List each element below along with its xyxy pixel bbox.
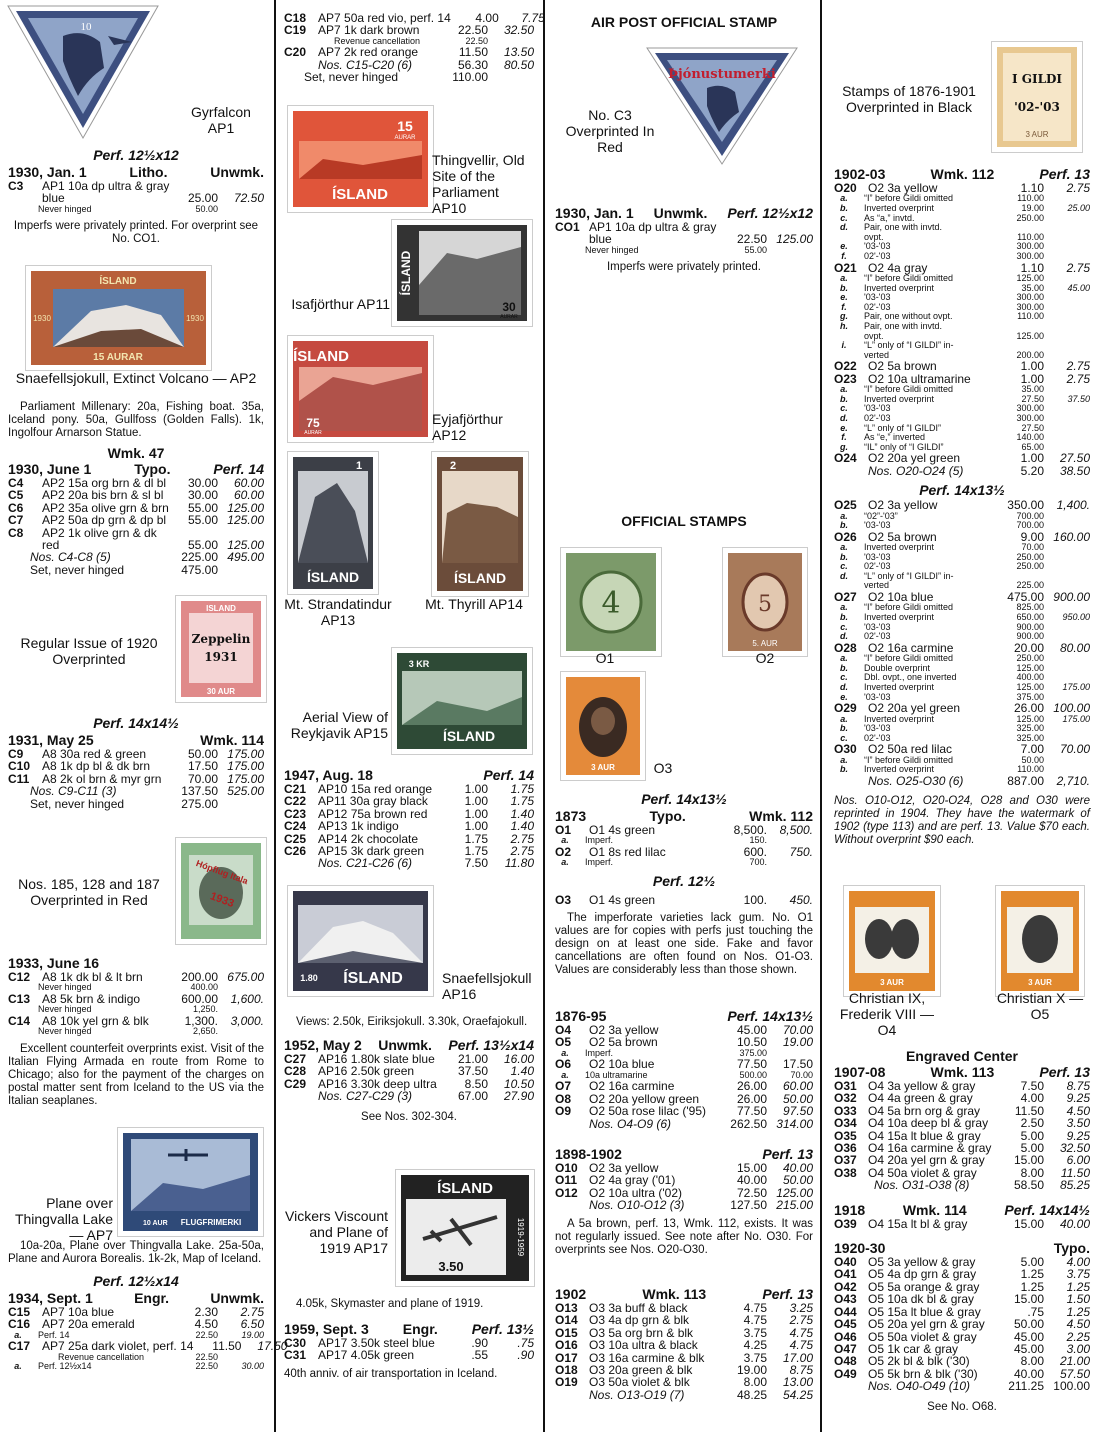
listing-row: O5 O2 5a brown 10.50 19.00 [555, 1035, 813, 1050]
listing-row: O23 O2 10a ultramarine 1.00 2.75 [834, 371, 1090, 386]
ap1-value: 10 [80, 21, 92, 33]
listing-row: C13 A8 5k brn & indigo 600.00 1,600. [8, 992, 264, 1006]
sub-row: e. '03-'03 300.00 [840, 292, 1044, 303]
column-4 [834, 0, 1090, 1432]
sub-row: Never hinged 50.00 [38, 203, 218, 214]
never-hinged-row: Never hinged 2,650. [38, 1026, 218, 1037]
sub-row: a. “I” before Gildi omitted 250.00 [840, 653, 1044, 664]
sub-row: f. 02'-'03 300.00 [841, 301, 1044, 312]
sub-row: e. '03-'03 300.00 [840, 241, 1044, 252]
total-row: Nos. O31-O38 (8) 58.50 85.25 [874, 1178, 1090, 1193]
issue-header: 1930, Jan. 1 Litho. Unwmk. [8, 164, 264, 180]
svg-text:1930: 1930 [186, 314, 204, 323]
o31-block: Engraved Center 1907-08 Wmk. 113 Perf. 13 O31 O4 3a yellow & gray 7.50 8.75 O32 O4 4a green & gray 4.00 9.25 O33 O4 5a brn org & gray 11.50 4.50 O34 O4 10a deep bl & gray 2.50 3.50 O35 O4 15a lt blue & gray 5.00 9.25 O36 O4 16a carmine & gray 5.00 32.50 O37 O4 20a yel grn & gray 15.00 6.00 O38 O4 50a violet & gray 8.00 11.50 Nos. O31-O38 (8) 58.50 85.25 1918 Wmk. 114 Perf. 14x14½ O39 O4 15a lt bl & gray 15.00 40.00 1920-30 Typo. O40 O5 3a yellow & gray 5.00 4.00 O41 O5 4a dp grn & gray 1.25 3.75 O42 O5 5a orange & gray 1.25 1.25 O43 O5 10a dk bl & gray 15.00 1.50 O44 O5 15a lt blue & gray .75 1.25 O45 O5 20a yel grn & gray 50.00 4.50 O46 O5 50a violet & gray 45.00 2.25 O47 O5 1k car & gray 45.00 3.00 O48 O5 2k bl & blk ('30) 8.00 21.00 O49 O5 5k brn & blk ('30) 40.00 57.50 Nos. O40-O49 (10) 211.25 100.00 See No. O68. [834, 1048, 1090, 1413]
listing-row: O32 O4 4a green & gray 4.00 9.25 [834, 1091, 1090, 1106]
svg-text:5: 5 [758, 592, 772, 617]
sub-row: a. Imperf. 700. [561, 857, 767, 868]
stamp-ap13-strandatindur [288, 452, 378, 594]
listing-row: C10 A8 1k dp bl & dk brn 17.50 175.00 [8, 759, 264, 774]
svg-text:15 AURAR: 15 AURAR [93, 352, 143, 363]
listing-row: O15 O3 5a org brn & blk 3.75 4.75 [555, 1325, 813, 1340]
listing-row: C7 AP2 50a dp grn & dp bl 55.00 125.00 [8, 513, 264, 528]
zeppelin-caption: Regular Issue of 1920 Overprinted [20, 635, 158, 667]
ap14-caption: Mt. Thyrill AP14 [425, 596, 523, 612]
ap15-caption: Aerial View of Reykjavik AP15 [290, 709, 388, 741]
sub-row: c. 02'-'03 250.00 [840, 561, 1044, 572]
svg-text:ÍSLAND: ÍSLAND [99, 276, 137, 287]
c18-block [284, 11, 545, 85]
svg-text:1: 1 [355, 460, 363, 472]
stamp-ap7-thingvalla [118, 1128, 263, 1236]
svg-text:3 AUR: 3 AUR [1028, 978, 1052, 987]
sub-row: g. “IL” only of “I GILDI” 65.00 [840, 441, 1044, 452]
sub-row: a. Inverted overprint 125.00 175.00 [840, 713, 1090, 724]
svg-text:3.50: 3.50 [438, 1259, 464, 1274]
sub-row: d. Pair, one with invtd. [840, 222, 943, 233]
listing-row: O6 O2 10a blue 77.50 17.50 [555, 1057, 813, 1072]
listing-row: O45 O5 20a yel grn & gray 50.00 4.50 [834, 1317, 1090, 1332]
listing-row: C30 AP17 3.50k steel blue .90 .75 [284, 1336, 534, 1350]
listing-row: O39 O4 15a lt bl & gray 15.00 40.00 [834, 1216, 1090, 1231]
listing-row: O3 O1 4s green 100. 450. [555, 893, 813, 907]
listing-row: C31 AP17 4.05k green .55 .90 [284, 1348, 534, 1363]
stamp-ap12-eyjafjorthur [288, 336, 433, 442]
total-row: Nos. O20-O24 (5) 5.20 38.50 [868, 463, 1090, 478]
svg-text:ÍSLAND: ÍSLAND [437, 1180, 493, 1197]
listing-row: C17 AP7 25a dark violet, perf. 14 11.50 17.50 [8, 1339, 288, 1354]
sub-row: a. “I” before Gildi omitted 825.00 [840, 602, 1044, 613]
svg-text:2: 2 [449, 460, 457, 472]
svg-text:ÍSLAND: ÍSLAND [306, 569, 360, 585]
stamp-ap10-thingvellir [288, 106, 433, 212]
o20-block: 1902-03 Wmk. 112 Perf. 13 O20 O2 3a yellow 1.10 2.75 a. “I” before Gildi omitted 110.00 b. Inverted overprint 19.00 25.00 c. As “a,” invtd. 250.00 d. Pair, one with invtd. ovpt. 110.00 e. '03-'03 300.00 f. 02'-'03 300.00 O21 O2 4a gray 1.10 2.75 a. “I” before Gildi omitted 125.00 b. Inverted overprint 35.00 45.00 e. '03-'03 300.00 f. 02'-'03 300.00 g. Pair, one without ovpt. 110.00 h. Pair, one with invtd. ovpt. 125.00 i. “L” only of “I GILDI” in- verted 200.00 O22 O2 5a brown 1.00 2.75 O23 O2 10a ultramarine 1.00 2.75 a. “I” before Gildi omitted 35.00 b. Inverted overprint 27.50 37.50 c. '03-'03 300.00 d. 02'-'03 300.00 e. “L” only of “I GILDI” 27.50 f. As “e,” inverted 140.00 g. “IL” only of “I GILDI” 65.00 O24 O2 20a yel green 1.00 27.50 Nos. O20-O24 (5) 5.20 38.50 Perf. 14x13½ O25 O2 3a yellow 350.00 1,400. a. “02”-'03” 700.00 b. '03-'03 700.00 O26 O2 5a brown 9.00 160.00 a. Inverted overprint 70.00 b. '03-'03 250.00 c. 02'-'03 250.00 d. “L” only of “I GILDI” in- verted 225.00 O27 O2 10a blue 475.00 900.00 a. “I” before Gildi omitted 825.00 b. Inverted overprint 650.00 950.00 c. '03-'03 900.00 d. 02'-'03 900.00 O28 O2 16a carmine 20.00 80.00 a. “I” before Gildi omitted 250.00 b. Double overprint 125.00 c. Dbl. ovpt., one inverted 400.00 d. Inverted overprint 125.00 175.00 e. '03-'03 375.00 O29 O2 20a yel green 26.00 100.00 a. Inverted overprint 125.00 175.00 b. '03-'03 325.00 c. 02'-'03 325.00 O30 O2 50a red lilac 7.00 70.00 a. “I” before Gildi omitted 50.00 b. Inverted overprint 110.00 Nos. O25-O30 (6) 887.00 2,710. Nos. O10-O12, O20-O24, O28 and O30 were reprinted in 1904. They have the watermark of 1902 (type 113) and are perf. 13. Value $70 each. Without overprint $90 each. [834, 166, 1090, 847]
listing-row: O13 O3 3a buff & black 4.75 3.25 [555, 1301, 813, 1315]
official-stamps-title: OFFICIAL STAMPS [621, 513, 747, 529]
svg-text:ÍSLAND: ÍSLAND [343, 970, 403, 987]
listing-row: O20 O2 3a yellow 1.10 2.75 [834, 181, 1090, 195]
ap7-caption: Plane over Thingvalla Lake — AP7 [14, 1195, 113, 1243]
never-hinged-row: Never hinged 400.00 [38, 982, 218, 993]
svg-text:3 AUR: 3 AUR [591, 763, 615, 772]
listing-row: O19 O3 50a violet & blk 8.00 13.00 [555, 1375, 813, 1390]
stamp-ap1-gyrfalcon [8, 6, 158, 138]
listing-row: C20 AP7 2k red orange 11.50 13.50 [284, 45, 534, 60]
sub-row: e. “L” only of “I GILDI” 27.50 [840, 422, 1044, 433]
note-text: 4.05k, Skymaster and plane of 1919. [296, 1298, 484, 1310]
listing-row: O7 O2 16a carmine 26.00 60.00 [555, 1079, 813, 1094]
svg-text:10 AUR: 10 AUR [143, 1220, 168, 1227]
total-row: Nos. O13-O19 (7) 48.25 54.25 [589, 1387, 813, 1402]
ap1-caption: Gyrfalcon AP1 [191, 104, 251, 136]
sub-row: a. 10a ultramarine 500.00 70.00 [561, 1069, 813, 1080]
sub-row: b. Inverted overprint 27.50 37.50 [840, 393, 1090, 404]
never-hinged-row: Never hinged 1,250. [38, 1004, 218, 1015]
svg-text:'02-'03: '02-'03 [1014, 100, 1060, 114]
ovpt-caption: Stamps of 1876-1901 Overprinted in Black [842, 83, 976, 115]
svg-text:ÍSLAND: ÍSLAND [453, 570, 507, 586]
stamp-ap11-isafjorthur [392, 220, 532, 326]
sub-row: g. Pair, one without ovpt. 110.00 [840, 311, 1044, 322]
c4-block: Parliament Millenary: 20a, Fishing boat. 35a, Iceland pony. 50a, Gullfoss (Golden Falls). 1k, Ingolfour Arnarson Statue. Wmk. 47 1930, June 1 Typo. Perf. 14 C4 AP2 15a org brn & dl bl 30.00 60.00 C5 AP2 20a bis brn & sl bl 30.00 60.00 C6 AP2 35a olive grn & brn 55.00 125.00 C7 AP2 50a dp grn & dp bl 55.00 125.00 C8 AP2 1k olive grn & dk red 55.00 125.00 Nos. C4-C8 (5) 225.00 495.00 Set, never hinged 475.00 [8, 401, 264, 577]
column-divider [543, 0, 545, 1432]
stamp-o2 [723, 548, 807, 656]
column-2 [284, 0, 545, 1432]
sub-row: verted 200.00 [864, 349, 1044, 360]
listing-row: C21 AP10 15a red orange 1.00 1.75 [284, 782, 534, 796]
listing-row: O4 O2 3a yellow 45.00 70.00 [555, 1023, 813, 1037]
sub-row: d. Inverted overprint 125.00 175.00 [840, 682, 1090, 693]
note-text: 10a-20a, Plane over Thingvalla Lake. 25a-50a, Plane and Aurora Borealis. 1k-2k, Map of Iceland. [8, 1240, 264, 1265]
stamp-o5 [996, 886, 1084, 996]
svg-text:AURAR: AURAR [394, 135, 416, 141]
stamp-ap16-snaefellsjokull [288, 886, 433, 996]
hopflug-caption: Nos. 185, 128 and 187 Overprinted in Red [18, 876, 160, 908]
o10-block: 1898-1902 Perf. 13 O10 O2 3a yellow 15.00 40.00 O11 O2 4a gray ('01) 40.00 50.00 O12 O2 10a ultra ('02) 72.50 125.00 Nos. O10-O12 (3) 127.50 215.00 A 5a brown, perf. 13, Wmk. 112, exists. It was not regularly issued. See note after No. O30. For overprints see Nos. O20-O30. [555, 1146, 813, 1256]
sub-row: a. Perf. 14 22.50 19.00 [14, 1329, 264, 1340]
listing-row: O41 O5 4a dp grn & gray 1.25 3.75 [834, 1267, 1090, 1282]
o1-block: Perf. 14x13½ 1873 Typo. Wmk. 112 O1 O1 4s green 8,500. 8,500. a. Imperf. 150. O2 O1 8s red lilac 600. 750. a. Imperf. 700. Perf. 12½ O3 O1 4s green 100. 450. The imperforate varieties lack gum. No. O1 values are for copies with perfs just touching the design on at least one side. Fake and favor cancellations are often found on Nos. O1-O3. Values are considerably less than those shown. [555, 791, 813, 977]
listing-row: O38 O4 50a violet & gray 8.00 11.50 [834, 1165, 1090, 1180]
svg-text:Zeppelin: Zeppelin [191, 632, 251, 646]
sub-row: b. Inverted overprint 35.00 45.00 [840, 282, 1090, 293]
sub-row: c. As “a,” invtd. 250.00 [840, 212, 1044, 223]
c12-block: 1933, June 16 C12 A8 1k dk bl & lt brn 200.00 675.00 Never hinged 400.00 C13 A8 5k brn & indigo 600.00 1,600. Never hinged 1,250. C14 A8 10k yel grn & blk 1,300. 3,000. Never hinged 2,650. Excellent counterfeit overprints exist. Visit of the Italian Flying Armada en route from Rome to Chicago; also for the payment of the charges on postal matter sent from Iceland to the US via the Italian seaplanes. [8, 955, 264, 1107]
listing-row: O35 O4 15a lt blue & gray 5.00 9.25 [834, 1128, 1090, 1143]
svg-text:3 AUR: 3 AUR [880, 978, 904, 987]
svg-text:75: 75 [306, 416, 320, 430]
listing-row: O1 O1 4s green 8,500. 8,500. [555, 823, 813, 837]
sub-row: b. '03-'03 250.00 [840, 551, 1044, 562]
total-row: Nos. C21-C26 (6) 7.50 11.80 [318, 856, 534, 871]
stamp-o1 [561, 548, 661, 656]
listing-row: C11 A8 2k ol brn & myr grn 70.00 175.00 [8, 771, 264, 786]
svg-text:3 AUR: 3 AUR [1025, 130, 1049, 139]
listing-row: O25 O2 3a yellow 350.00 1,400. [834, 498, 1090, 513]
sub-row: a. Imperf. 150. [561, 835, 767, 846]
sub-row: ovpt. 125.00 [864, 330, 1044, 341]
stamp-ap2-snaefellsjokull [26, 266, 211, 370]
svg-text:Hópflug Itala: Hópflug Itala [194, 858, 250, 887]
sub-row: c. '03-'03 300.00 [840, 403, 1044, 414]
listing-row: O16 O3 10a ultra & black 4.25 4.75 [555, 1338, 813, 1353]
ap16-caption: Snaefellsjokull AP16 [442, 970, 532, 1002]
svg-text:AURAR: AURAR [304, 430, 322, 436]
total-row: Nos. C4-C8 (5) 225.00 495.00 [30, 550, 264, 565]
c15-block: 10a-20a, Plane over Thingvalla Lake. 25a-50a, Plane and Aurora Borealis. 1k-2k, Map of Iceland. Perf. 12½x14 1934, Sept. 1 Engr. Unwmk. C15 AP7 10a blue 2.30 2.75 C16 AP7 20a emerald 4.50 6.50 a. Perf. 14 22.50 19.00 C17 AP7 25a dark violet, perf. 14 11.50 17.50 Revenue cancellation 22.50 a. Perf. 12½x14 22.50 30.00 [8, 1240, 288, 1372]
svg-text:4: 4 [601, 586, 621, 621]
listing-row: C15 AP7 10a blue 2.30 2.75 [8, 1305, 264, 1319]
sub-row: d. 02'-'03 900.00 [840, 631, 1044, 642]
listing-row: C8 AP2 1k olive grn & dk red 55.00 125.00 [8, 525, 264, 553]
sub-row: b. Inverted overprint 19.00 25.00 [840, 203, 1090, 213]
total-row: Nos. C9-C11 (3) 137.50 525.00 [30, 784, 264, 799]
total-row: Nos. O10-O12 (3) 127.50 215.00 [589, 1198, 813, 1213]
note-text: Imperfs were privately printed. [606, 261, 762, 274]
note-text: Imperfs were privately printed. For overprint see No. CO1. [13, 220, 259, 246]
sub-row: e. '03-'03 375.00 [840, 691, 1044, 702]
column-1 [8, 0, 288, 1432]
sub-row: i. “L” only of “I GILDI” in- [841, 340, 954, 351]
stamp-o4 [844, 886, 940, 996]
note-text: Excellent counterfeit overprints exist. Visit of the Italian Flying Armada en route from Rome to Chicago; also for the payment of the charges on postal matter sent from Iceland to the US via the Italian seaplanes. [8, 1043, 264, 1107]
listing-row: O8 O2 20a yellow green 26.00 50.00 [555, 1091, 813, 1106]
ap2-caption: Snaefellsjokull, Extinct Volcano — AP2 [15, 370, 257, 386]
listing-row: C5 AP2 20a bis brn & sl bl 30.00 60.00 [8, 488, 264, 503]
listing-row: C28 AP16 2.50k green 37.50 1.40 [284, 1064, 534, 1079]
sub-row: h. Pair, one with invtd. [840, 320, 943, 331]
listing-row: O14 O3 4a dp grn & blk 4.75 2.75 [555, 1313, 813, 1328]
c9-block: Perf. 14x14½ 1931, May 25 Wmk. 114 C9 A8 30a red & green 50.00 175.00 C10 A8 1k dp bl & dk brn 17.50 175.00 C11 A8 2k ol brn & myr grn 70.00 175.00 Nos. C9-C11 (3) 137.50 525.00 Set, never hinged 275.00 [8, 715, 264, 811]
listing-row: C23 AP12 75a brown red 1.00 1.40 [284, 806, 534, 821]
svg-text:ÍSLAND: ÍSLAND [399, 250, 413, 296]
sub-row: b. '03-'03 325.00 [840, 723, 1044, 734]
total-row: Nos. C15-C20 (6) 56.30 80.50 [318, 57, 534, 72]
listing-row: C12 A8 1k dk bl & lt brn 200.00 675.00 [8, 970, 264, 984]
svg-text:ISLAND: ISLAND [206, 604, 236, 613]
stamp-ap14-thyrill [432, 452, 528, 596]
listing-row: O31 O4 3a yellow & gray 7.50 8.75 [834, 1079, 1090, 1093]
stamp-ap15-reykjavik [392, 648, 532, 754]
svg-text:Þjónustumerki: Þjónustumerki [668, 67, 776, 82]
listing-row: C4 AP2 15a org brn & dl bl 30.00 60.00 [8, 476, 264, 490]
svg-text:1931: 1931 [204, 650, 238, 664]
listing-row: CO1 AP1 10a dp ultra & gray blue 22.50 125.00 [555, 220, 813, 247]
column-3 [555, 0, 813, 1432]
reprint-note: Nos. O10-O12, O20-O24, O28 and O30 were reprinted in 1904. They have the watermark of 1902 (type 113) and are perf. 13. Value $70 each. Without overprint $90 each. [834, 795, 1090, 847]
listing-row: O40 O5 3a yellow & gray 5.00 4.00 [834, 1255, 1090, 1270]
listing-row: O48 O5 2k bl & blk ('30) 8.00 21.00 [834, 1354, 1090, 1369]
svg-text:1930: 1930 [33, 314, 51, 323]
listing-row: O36 O4 16a carmine & gray 5.00 32.50 [834, 1141, 1090, 1156]
listing-row: O2 O1 8s red lilac 600. 750. [555, 845, 813, 859]
sub-row: Revenue cancellation 22.50 [334, 35, 488, 46]
listing-row: C19 AP7 1k dark brown 22.50 32.50 [284, 23, 534, 38]
c27-block: Views: 2.50k, Eiriksjokull. 3.30k, Oraefajokull. 1952, May 2 Unwmk. Perf. 13½x14 C27 AP16 1.80k slate blue 21.00 16.00 C28 AP16 2.50k green 37.50 1.40 C29 AP16 3.30k deep ultra 8.50 10.50 Nos. C27-C29 (3) 67.00 27.90 See Nos. 302-304. [284, 1016, 534, 1123]
svg-text:3 KR: 3 KR [408, 659, 430, 669]
sub-row: f. As “e,” inverted 140.00 [841, 432, 1044, 443]
sub-row: c. Dbl. ovpt., one inverted 400.00 [840, 672, 1044, 683]
listing-row: O44 O5 15a lt blue & gray .75 1.25 [834, 1304, 1090, 1319]
sub-row: a. Perf. 12½x14 22.50 30.00 [14, 1361, 264, 1372]
stamp-zeppelin [176, 596, 266, 702]
column-divider [274, 0, 276, 1432]
svg-text:1919-1959: 1919-1959 [516, 1217, 525, 1257]
listing-row: C16 AP7 20a emerald 4.50 6.50 [8, 1317, 264, 1332]
listing-row: O49 O5 5k brn & blk ('30) 40.00 57.50 [834, 1366, 1090, 1381]
sub-row: verted 225.00 [864, 580, 1044, 591]
listing-row: O42 O5 5a orange & gray 1.25 1.25 [834, 1279, 1090, 1294]
note-text: See No. O68. [927, 1400, 997, 1413]
listing-row: O26 O2 5a brown 9.00 160.00 [834, 529, 1090, 544]
svg-text:ÍSLAND: ÍSLAND [332, 186, 388, 203]
stamp-co1-overprint [647, 48, 797, 164]
sub-row: a. “02”-'03” 700.00 [840, 510, 1044, 521]
sub-row: c. '03-'03 900.00 [840, 621, 1044, 632]
co1-block: 1930, Jan. 1 Unwmk. Perf. 12½x12 CO1 AP1 10a dp ultra & gray blue 22.50 125.00 Never hinged 55.00 Imperfs were privately printed. [555, 205, 813, 274]
o5-caption: Christian X — O5 [996, 990, 1084, 1022]
sub-row: a. “I” before Gildi omitted 125.00 [840, 272, 1044, 283]
note-text: A 5a brown, perf. 13, Wmk. 112, exists. It was not regularly issued. See note after No. O30. For overprints see Nos. O20-O30. [555, 1217, 813, 1256]
note-text: See Nos. 302-304. [361, 1110, 457, 1123]
listing-row: C9 A8 30a red & green 50.00 175.00 [8, 747, 264, 761]
total-row: Nos. C27-C29 (3) 67.00 27.90 [318, 1089, 534, 1104]
listing-row: O24 O2 20a yel green 1.00 27.50 [834, 451, 1090, 466]
sub-row: b. Double overprint 125.00 [840, 662, 1044, 673]
listing-row: O10 O2 3a yellow 15.00 40.00 [555, 1161, 813, 1175]
note-text: Views: 2.50k, Eiriksjokull. 3.30k, Oraefajokull. [296, 1016, 528, 1028]
never-hinged-row: Set, never hinged 275.00 [30, 796, 218, 811]
listing-row: O21 O2 4a gray 1.10 2.75 [834, 260, 1090, 275]
listing-row: O9 O2 50a rose lilac ('95) 77.50 97.50 [555, 1104, 813, 1119]
column-divider [820, 0, 822, 1432]
listing-row: C3 AP1 10a dp ultra & gray blue 25.00 72.50 [8, 179, 264, 206]
ap10-caption: Thingvellir, Old Site of the Parliament AP10 [432, 152, 525, 216]
listing-row: O46 O5 50a violet & gray 45.00 2.25 [834, 1329, 1090, 1344]
listing-row: O27 O2 10a blue 475.00 900.00 [834, 590, 1090, 605]
note-text: 40th anniv. of air transportation in Iceland. [284, 1367, 498, 1380]
svg-text:I GILDI: I GILDI [1011, 72, 1063, 86]
o13-block: 1902 Wmk. 113 Perf. 13 O13 O3 3a buff & black 4.75 3.25 O14 O3 4a dp grn & blk 4.75 2.75 O15 O3 5a org brn & blk 3.75 4.75 O16 O3 10a ultra & black 4.25 4.75 O17 O3 16a carmine & blk 3.75 17.00 O18 O3 20a green & blk 19.00 8.75 O19 O3 50a violet & blk 8.00 13.00 Nos. O13-O19 (7) 48.25 54.25 [555, 1286, 813, 1402]
c30-block: 4.05k, Skymaster and plane of 1919. 1959, Sept. 3 Engr. Perf. 13½ C30 AP17 3.50k steel blue .90 .75 C31 AP17 4.05k green .55 .90 40th anniv. of air transportation in Iceland. [284, 1298, 534, 1380]
svg-text:15: 15 [397, 118, 413, 134]
svg-text:ÍSLAND: ÍSLAND [293, 348, 349, 365]
listing-row: O22 O2 5a brown 1.00 2.75 [834, 359, 1090, 374]
sub-row: b. '03-'03 700.00 [840, 520, 1044, 531]
svg-text:ÍSLAND: ÍSLAND [442, 728, 496, 744]
ap13-caption: Mt. Strandatindur AP13 [284, 596, 392, 628]
c21-block: 1947, Aug. 18 Perf. 14 C21 AP10 15a red orange 1.00 1.75 C22 AP11 30a gray black 1.00 1.75 C23 AP12 75a brown red 1.00 1.40 C24 AP13 1k indigo 1.00 1.40 C25 AP14 2k chocolate 1.75 2.75 C26 AP15 3k dark green 1.75 2.75 Nos. C21-C26 (6) 7.50 11.80 [284, 767, 534, 871]
listing-row: O34 O4 10a deep bl & gray 2.50 3.50 [834, 1116, 1090, 1131]
total-row: Nos. O25-O30 (6) 887.00 2,710. [868, 774, 1090, 788]
listing-row: C25 AP14 2k chocolate 1.75 2.75 [284, 831, 534, 846]
total-row: Nos. O40-O49 (10) 211.25 100.00 [868, 1379, 1090, 1394]
sub-row: a. “I” before Gildi omitted 35.00 [840, 384, 1044, 395]
total-row: Nos. O4-O9 (6) 262.50 314.00 [589, 1116, 813, 1131]
listing-row: C6 AP2 35a olive grn & brn 55.00 125.00 [8, 500, 264, 515]
sub-row: a. Inverted overprint 70.00 [840, 542, 1044, 553]
stamp-o3 [561, 672, 645, 780]
svg-text:FLUGFRIMERKI: FLUGFRIMERKI [180, 1218, 242, 1227]
sub-row: c. 02'-'03 325.00 [840, 732, 1044, 743]
sub-row: a. “I” before Gildi omitted 50.00 [840, 754, 1044, 765]
sub-row: Revenue cancellation 22.50 [58, 1351, 218, 1362]
ap12-caption: Eyjafjörthur AP12 [432, 411, 503, 443]
stamp-ap17-viscount [396, 1170, 534, 1286]
o1-label: O1 [595, 650, 615, 666]
listing-row: C18 AP7 50a red vio, perf. 14 4.00 7.75 [284, 11, 545, 25]
listing-row: O33 O4 5a brn org & gray 11.50 4.50 [834, 1103, 1090, 1118]
listing-row: O17 O3 16a carmine & blk 3.75 17.00 [555, 1350, 813, 1365]
perf-heading: Perf. 12½x12 1930, Jan. 1 Litho. Unwmk. C3 AP1 10a dp ultra & gray blue 25.00 72.50 Never hinged 50.00 Imperfs were privately printed. For overprint see No. CO1. [8, 147, 264, 246]
co1-caption: No. C3 Overprinted In Red [565, 107, 655, 155]
sub-row: Never hinged 55.00 [585, 244, 767, 255]
sub-row: a. “I” before Gildi omitted 110.00 [840, 193, 1044, 204]
listing-row: O18 O3 20a green & blk 19.00 8.75 [555, 1363, 813, 1378]
svg-text:1933: 1933 [208, 890, 236, 911]
svg-text:5. AUR: 5. AUR [752, 639, 778, 648]
o2-label: O2 [755, 650, 775, 666]
listing-row: O29 O2 20a yel green 26.00 100.00 [834, 701, 1090, 716]
listing-row: O28 O2 16a carmine 20.00 80.00 [834, 640, 1090, 655]
never-hinged-row: Set, never hinged 110.00 [304, 70, 488, 85]
o3-label: O3 [653, 760, 673, 776]
listing-row: C26 AP15 3k dark green 1.75 2.75 [284, 844, 534, 859]
listing-row: C24 AP13 1k indigo 1.00 1.40 [284, 819, 534, 834]
listing-row: C22 AP11 30a gray black 1.00 1.75 [284, 794, 534, 809]
sub-row: b. Inverted overprint 650.00 950.00 [840, 612, 1090, 623]
listing-row: C14 A8 10k yel grn & blk 1,300. 3,000. [8, 1014, 264, 1028]
svg-text:AURAR: AURAR [500, 314, 518, 320]
never-hinged-row: Set, never hinged 475.00 [30, 562, 218, 577]
sub-row: d. 02'-'03 300.00 [840, 412, 1044, 423]
ap17-caption: Vickers Viscount and Plane of 1919 AP17 [285, 1208, 388, 1256]
svg-text:30 AUR: 30 AUR [206, 687, 236, 696]
listing-row: C29 AP16 3.30k deep ultra 8.50 10.50 [284, 1076, 534, 1091]
stamp-i-gildi-overprint [992, 42, 1082, 152]
sub-row: a. Imperf. 375.00 [561, 1047, 767, 1058]
listing-row: O43 O5 10a dk bl & gray 15.00 1.50 [834, 1292, 1090, 1307]
note-text: The imperforate varieties lack gum. No. O1 values are for copies with perfs just touching the design on at least one side. Fake and favor cancellations are often found on Nos. O1-O3. Values are considerably less than those shown. [555, 912, 813, 977]
sub-row: f. 02'-'03 300.00 [841, 250, 1044, 261]
o4-block: 1876-95 Perf. 14x13½ O4 O2 3a yellow 45.00 70.00 O5 O2 5a brown 10.50 19.00 a. Imperf. 375.00 O6 O2 10a blue 77.50 17.50 a. 10a ultramarine 500.00 70.00 O7 O2 16a carmine 26.00 60.00 O8 O2 20a yellow green 26.00 50.00 O9 O2 50a rose lilac ('95) 77.50 97.50 Nos. O4-O9 (6) 262.50 314.00 [555, 1008, 813, 1131]
svg-text:30: 30 [502, 300, 516, 314]
o4-caption: Christian IX, Frederik VIII — O4 [839, 990, 935, 1038]
stamp-hopflug-itala [176, 838, 266, 944]
note-text: Parliament Millenary: 20a, Fishing boat. 35a, Iceland pony. 50a, Gullfoss (Golden Falls). 1k, Ingolfour Arnarson Statue. [8, 401, 264, 439]
listing-row: O30 O2 50a red lilac 7.00 70.00 [834, 742, 1090, 757]
listing-row: O12 O2 10a ultra ('02) 72.50 125.00 [555, 1185, 813, 1200]
listing-row: O47 O5 1k car & gray 45.00 3.00 [834, 1341, 1090, 1356]
sub-row: b. Inverted overprint 110.00 [840, 764, 1044, 775]
listing-row: O11 O2 4a gray ('01) 40.00 50.00 [555, 1173, 813, 1188]
ap11-caption: Isafjörthur AP11 [291, 296, 390, 312]
listing-row: O37 O4 20a yel grn & gray 15.00 6.00 [834, 1153, 1090, 1168]
listing-row: C27 AP16 1.80k slate blue 21.00 16.00 [284, 1052, 534, 1066]
sub-row: ovpt. 110.00 [864, 231, 1044, 242]
air-post-official-title: AIR POST OFFICIAL STAMP [590, 14, 778, 30]
svg-text:1.80: 1.80 [300, 973, 318, 983]
sub-row: d. “L” only of “I GILDI” in- [840, 570, 954, 581]
